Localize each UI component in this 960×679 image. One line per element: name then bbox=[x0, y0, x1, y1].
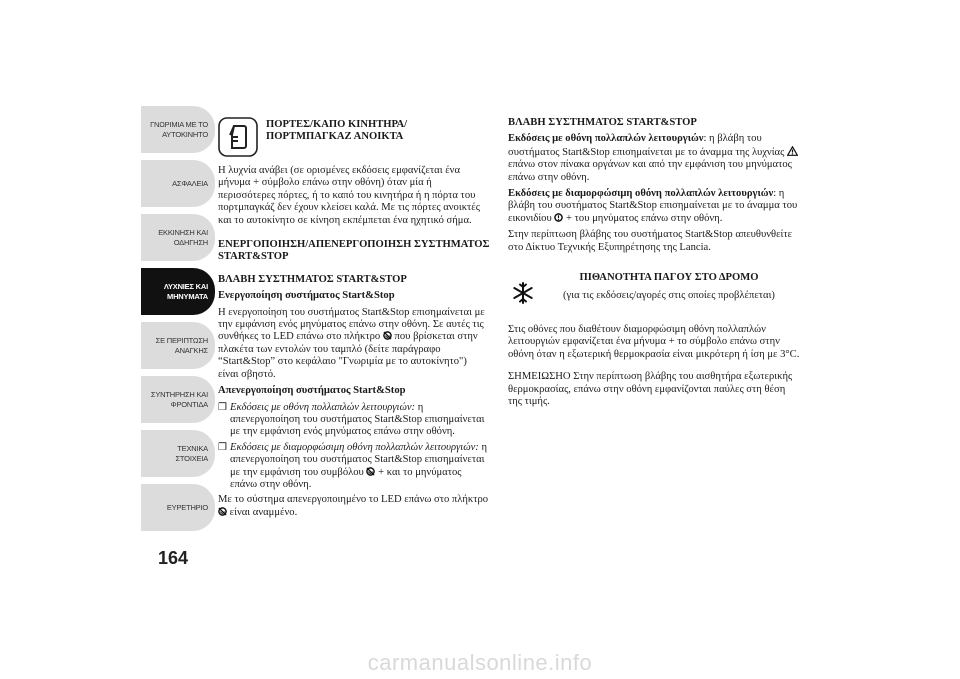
service-paragraph: Στην περίπτωση βλάβης του συστήματος Start&Stop απευθυνθείτε στο Δίκτυο Τεχνικής Εξυπηρέτησης της Lancia. bbox=[508, 229, 793, 253]
tab-chapter-7[interactable] bbox=[141, 430, 215, 477]
multi-text-2: επάνω στον πίνακα οργάνων και από την εμφάνιση του μηνύματος επάνω στην οθόνη. bbox=[508, 159, 792, 183]
frost-title-block bbox=[538, 272, 800, 303]
fault-multi-paragraph bbox=[508, 133, 800, 184]
snowflake-icon bbox=[508, 278, 538, 308]
chapter-tabs bbox=[141, 106, 215, 538]
frost-title: ΠΙΘΑΝΟΤΗΤΑ ΠΑΓΟΥ ΣΤΟ ΔΡΟΜΟ bbox=[579, 272, 759, 284]
activation-section-title: ΕΝΕΡΓΟΠΟΙΗΣΗ/ΑΠΕΝΕΡΓΟΠΟΙΗΣΗ ΣΥΣΤΗΜΑΤΟΣ START&STOP bbox=[218, 239, 490, 263]
tab-label: ΣΥΝΤΗΡΗΣΗ ΚΑΙ ΦΡΟΝΤΙΔΑ bbox=[150, 389, 208, 409]
bullet2-text-1: η απενεργοποίηση του συστήματος Start&Stop επισημαίνεται με την εμφάνιση του συμβόλου bbox=[230, 441, 488, 478]
tab-label: ΤΕΧΝΙΚΑ ΣΤΟΙΧΕΙΑ bbox=[175, 443, 208, 463]
multi-text-1: : η βλάβη του συστήματος Start&Stop επισημαίνεται με το άναμμα της λυχνίας bbox=[508, 133, 785, 158]
activation-paragraph bbox=[218, 307, 490, 381]
note-paragraph: ΣΗΜΕΙΩΣΗΟ Στην περίπτωση βλάβης του αισθητήρα εξωτερικής θερμοκρασίας, επάνω στην οθόνη εμφανίζονται παύλες στη θέση της τιμής. bbox=[508, 371, 793, 408]
fault-reconf-paragraph bbox=[508, 188, 800, 225]
bullet2-lead: Εκδόσεις με διαμορφώσιμη οθόνη πολλαπλών λειτουργιών: bbox=[230, 441, 479, 453]
reconf-text-2: + του μηνύματος επάνω στην οθόνη. bbox=[563, 212, 723, 224]
doors-title-line-2: ΠΟΡΤΜΠΑΓΚΑΖ ΑΝΟΙΚΤΑ bbox=[266, 131, 404, 143]
tab-chapter-6[interactable] bbox=[141, 376, 215, 423]
reconf-lead: Εκδόσεις με διαμορφώσιμη οθόνη πολλαπλών λειτουργιών bbox=[508, 188, 774, 200]
deactivation-subheading: Απενεργοποίηση συστήματος Start&Stop bbox=[218, 385, 406, 397]
activation-text-2: που βρίσκεται στην πλακέτα των εντολών του ταμπλό (δείτε παράγραφο “Start&Stop” στο κεφάλαιο "Γνωριμία με το αυτοκίνητο") είναι σβηστό. bbox=[218, 331, 478, 380]
doors-heading bbox=[218, 117, 490, 157]
tab-label: ΑΣΦΑΛΕΙΑ bbox=[172, 178, 208, 188]
bullet2-text-2: + και το μηνύματος επάνω στην οθόνη. bbox=[230, 466, 462, 490]
list-item bbox=[218, 442, 490, 492]
final-text-2: είναι αναμμένο. bbox=[227, 506, 298, 518]
tab-chapter-3[interactable] bbox=[141, 214, 215, 261]
bullet1-text: η απενεργοποίηση του συστήματος Start&Stop επισημαίνεται με την εμφάνιση ενός μηνύματος επάνω στην οθόνη. bbox=[230, 401, 485, 438]
tab-chapter-1[interactable] bbox=[141, 106, 215, 153]
tab-label: ΕΥΡΕΤΗΡΙΟ bbox=[166, 502, 208, 512]
frost-paragraph: Στις οθόνες που διαθέτουν διαμορφώσιμη οθόνη πολλαπλών λειτουργιών εμφανίζεται ένα μήνυμα + το σύμβολο επάνω στην οθόνη όταν η εξωτερική θερμοκρασία είναι μικρότερη ή ίση με 3°C. bbox=[508, 324, 800, 360]
activation-subheading: Ενεργοποίηση συστήματος Start&Stop bbox=[218, 290, 395, 302]
tab-label: ΣΕ ΠΕΡΙΠΤΩΣΗ ΑΝΑΓΚΗΣ bbox=[155, 335, 208, 355]
frost-subtitle: (για τις εκδόσεις/αγορές στις οποίες προβλέπεται) bbox=[563, 290, 775, 302]
final-text-1: Με το σύστημα απενεργοποιημένο το LED επάνω στο πλήκτρο bbox=[218, 494, 489, 506]
bullet-marker: ❒ bbox=[218, 401, 227, 413]
doors-paragraph: Η λυχνία ανάβει (σε ορισμένες εκδόσεις εμφανίζεται ένα μήνυμα + σύμβολο επάνω στην οθόνη) όταν μία ή περισσότερες πόρτες, ή το καπό του κινητήρα ή η πόρτα του πορτμπαγκάζ δεν έχουν κλείσει καλά. Με τις πόρτες ανοικτές και το αυτοκίνητο σε κίνηση εκπέμπεται ένα ηχητικό σήμα. bbox=[218, 165, 480, 226]
right-column bbox=[508, 117, 800, 413]
bullet1-lead: Εκδόσεις με οθόνη πολλαπλών λειτουργιών: bbox=[230, 401, 416, 413]
fault-section-title: ΒΛΑΒΗ ΣΥΣΤΗΜΑΤΟΣ START&STOP bbox=[508, 117, 697, 128]
bullet-body bbox=[230, 442, 490, 492]
car-door-open-icon bbox=[218, 117, 258, 157]
reconf-text-1: : η βλάβη του συστήματος Start&Stop επισημαίνεται με το άναμμα του εικονιδίου bbox=[508, 188, 798, 224]
watermark: carmanualsonline.info bbox=[367, 650, 593, 675]
bullet-marker: ❒ bbox=[218, 441, 227, 453]
tab-chapter-4-active[interactable] bbox=[141, 268, 215, 315]
doors-title-line-1: ΠΟΡΤΕΣ/ΚΑΠΟ ΚΙΝΗΤΗΡΑ/ bbox=[266, 119, 408, 130]
start-stop-off-icon bbox=[218, 507, 227, 516]
page-number: 164 bbox=[157, 548, 189, 568]
left-column bbox=[218, 117, 490, 523]
final-paragraph bbox=[218, 494, 490, 519]
tab-chapter-8[interactable] bbox=[141, 484, 215, 531]
doors-title bbox=[266, 117, 407, 144]
bullet-body bbox=[230, 402, 490, 439]
multi-lead: Εκδόσεις με οθόνη πολλαπλών λειτουργιών bbox=[508, 133, 704, 145]
activation-text-1: Η ενεργοποίηση του συστήματος Start&Stop επισημαίνεται με την εμφάνιση ενός μηνύματος επάνω στην οθόνη. Σε αυτές τις συνθήκες το LED επάνω στο πλήκτρο bbox=[218, 306, 485, 343]
tab-chapter-5[interactable] bbox=[141, 322, 215, 369]
tab-label: ΓΝΩΡΙΜΙΑ ΜΕ ΤΟ ΑΥΤΟΚΙΝΗΤΟ bbox=[150, 119, 208, 139]
start-stop-off-icon bbox=[383, 331, 392, 340]
tab-chapter-2[interactable] bbox=[141, 160, 215, 207]
frost-heading bbox=[508, 272, 800, 308]
tab-label: ΛΥΧΝΙΕΣ ΚΑΙ ΜΗΝΥΜΑΤΑ bbox=[163, 281, 208, 301]
tab-label: ΕΚΚΙΝΗΣΗ ΚΑΙ ΟΔΗΓΗΣΗ bbox=[158, 227, 208, 247]
list-item bbox=[218, 402, 490, 439]
fault-section-title-left: ΒΛΑΒΗ ΣΥΣΤΗΜΑΤΟΣ START&STOP bbox=[218, 273, 407, 285]
warning-triangle-icon bbox=[787, 146, 798, 156]
